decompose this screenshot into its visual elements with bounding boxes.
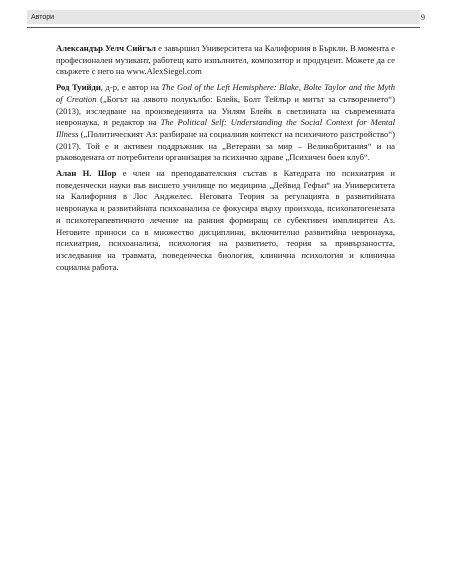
author-name: Род Туийди xyxy=(56,82,101,93)
bio-text: („Политическият Аз: разбиране на социалния контекст на психичното разстройство“) (2017). Той е и активен поддръжник на „Ветерани за мир – Великобритания“ и на ръководената от потребители организация за психично здраве „Психичен боен клуб“. xyxy=(56,128,395,163)
bio-text: е член на преподавателския състав в Катедрата по психиатрия и поведенчески науки във висшето училище по медицина „Дейвид Гефън“ на Университета на Калифорния в Лос Анджелес. Неговата Теория за регулацията в развитийната невронаука и развитийната психоанализа се фокусира върху произхода, психопатогенезата и психотерапевтичното лечение на ранния формиращ се субективен имплицитен Аз. Неговите приноси са в множество дисциплини, включително развитийна невронаука, психиатрия, психоанализа, психология на развитието, теория за привързаността, изследвания на травмата, поведенческа биология, клинична психология и клинична социална работа. xyxy=(56,168,396,272)
header-rule xyxy=(27,27,420,28)
section-title: Автори xyxy=(31,13,55,21)
bio-text: , д-р, е автор на xyxy=(100,82,162,93)
author-bio-schore xyxy=(56,168,395,273)
author-name: Алан Н. Шор xyxy=(56,168,117,179)
author-bio-siegel xyxy=(56,43,395,78)
author-name: Александър Уелч Сийгъл xyxy=(56,43,156,53)
bio-text: е завършил Университета на Калифорния в Бъркли. В момента е професионален музикант, работещ като изпълнител, композитор и продуцент. Можете да се свържете с него на www.AlexSiegel.com xyxy=(56,43,395,77)
book-title: The God of the Left Hemisphere: Blake, Bolte Taylor and the Myth of Creation xyxy=(56,82,395,104)
bio-text: („Богът на лявото полукълбо: Блейк, Болт Тейлър и митът за сътворението“) (2013), изследване на произведенията на Уилям Блейк в светлината на съвременната невронаука, и редактор на xyxy=(56,93,395,128)
book-title: The Political Self: Understanding the Social Context for Mental Illness xyxy=(56,117,395,139)
running-header xyxy=(27,10,420,24)
page-number: 9 xyxy=(421,13,425,22)
author-bio-tweedy xyxy=(56,82,395,164)
authors-list xyxy=(56,43,395,277)
